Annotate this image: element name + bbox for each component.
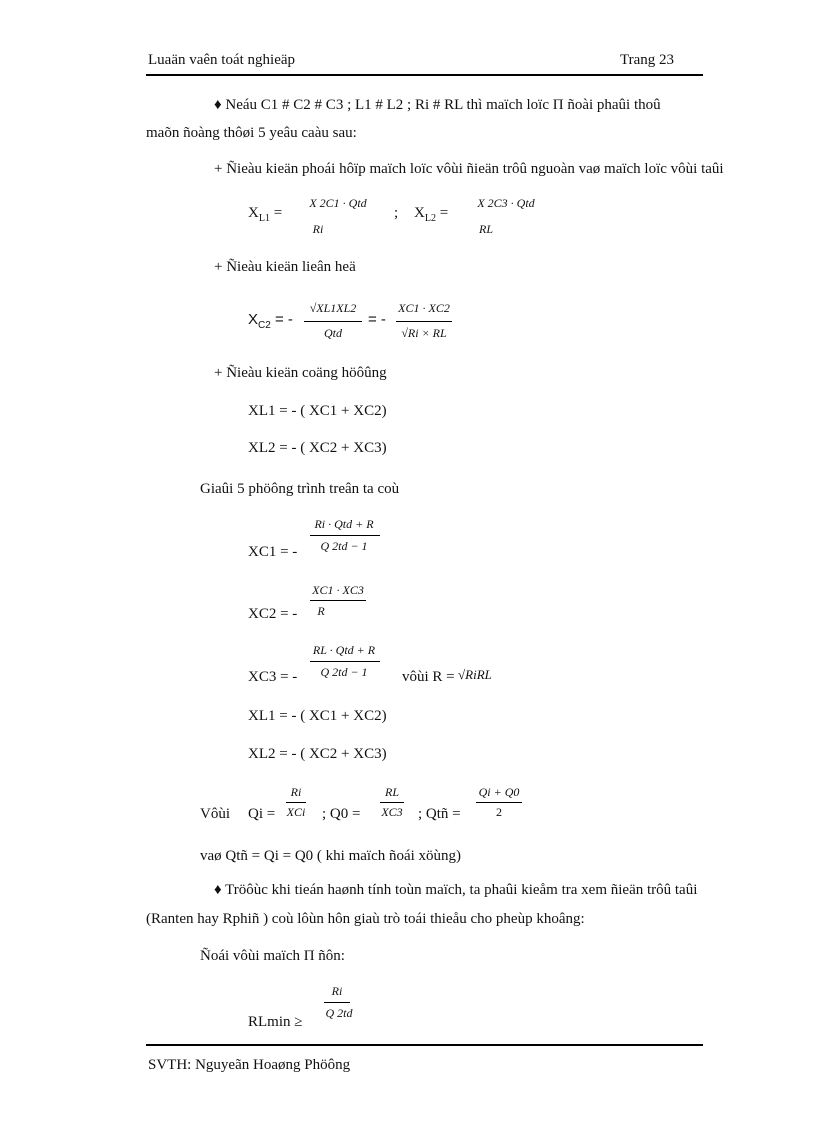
single-pi-label: Ñoái vôùi maïch Π ñôn: [200,948,345,964]
symmetric-note: vaø Qtñ = Qi = Q0 ( khi maïch ñoái xöùng) [200,848,462,864]
footer-author: SVTH: Nguyeãn Hoaøng Phöông [148,1057,351,1073]
with-r: vôùi R = [402,669,455,685]
qtd-denominator: 2 [496,805,502,819]
xc1-numerator: Ri · Qtd + R [314,517,374,531]
xc2-numerator-2: XC1 · XC2 [398,301,450,315]
condition-relation: + Ñieàu kieän lieân heä [214,259,356,275]
xc2-denominator-2: √Ri × RL [401,326,447,340]
formula-separator: ; [394,205,399,221]
xl2-numerator: X 2C3 · Qtd [477,196,535,210]
qi-lhs: Qi = [248,806,276,822]
xc2-lhs: $X_{C2}$ = - [248,311,293,331]
equation-xl1-repeat: XL1 = - ( XC1 + XC2) [248,708,387,724]
paragraph-condition-intro-2: maõn ñoàng thôøi 5 yeâu caàu sau: [146,125,357,141]
qtd-numerator: Qi + Q0 [478,785,520,799]
xl2-denominator: RL [478,222,493,236]
xc1-denominator: Q 2td − 1 [320,539,368,553]
header-left: Luaän vaên toát nghieäp [148,52,296,68]
xl1-lhs: $X_{L1}$ = [248,205,283,224]
paragraph-check-intro-2: (Ranten hay Rphiñ ) coù lôùn hôn giaù trò toái thieåu cho pheùp khoâng: [146,911,585,927]
qtd-fraction-line [476,802,522,803]
condition-matching: + Ñieàu kieän phoái hôïp maïch loïc vôùi ñieän trôû nguoàn vaø maïch loïc vôùi taûi [214,161,724,177]
qi-denominator: XCi [286,805,306,819]
qtd-lhs: ; Qtñ = [418,806,461,822]
xc2-solution-denominator: R [317,604,325,618]
paragraph-condition-intro: ♦ Neáu C1 # C2 # C3 ; L1 # L2 ; Ri # RL thì maïch loïc Π ñoài phaûi thoû [214,97,661,113]
rlmin-denominator: Q 2td [325,1006,353,1020]
xc2-solution-fraction-line [310,600,366,601]
xc3-lhs: XC3 = - [248,669,298,685]
paragraph-check-intro: ♦ Tröôùc khi tieán haønh tính toùn maïch, ta phaûi kieåm tra xem ñieän trôû taûi [214,882,698,898]
xc2-fraction-line-1 [304,321,362,322]
xl2-lhs: $X_{L2}$ = [414,205,449,224]
equation-xl2: XL2 = - ( XC2 + XC3) [248,440,387,456]
q0-numerator: RL [384,785,399,799]
xc1-lhs: XC1 = - [248,544,298,560]
xc2-numerator-1: √XL1XL2 [309,301,357,315]
xc2-solution-numerator: XC1 · XC3 [312,583,364,597]
q0-fraction-line [380,802,404,803]
condition-resonance: + Ñieàu kieän coäng höôûng [214,365,387,381]
equation-xl2-repeat: XL2 = - ( XC2 + XC3) [248,746,387,762]
qi-fraction-line [286,802,306,803]
xc2-mid-eq: = - [368,311,386,328]
xc2-fraction-line-2 [396,321,452,322]
xc2-denominator-1: Qtd [324,326,342,340]
footer-rule [146,1044,703,1046]
xc3-numerator: RL · Qtd + R [312,643,376,657]
equation-xl1: XL1 = - ( XC1 + XC2) [248,403,387,419]
xl1-numerator: X 2C1 · Qtd [309,196,367,210]
xc3-denominator: Q 2td − 1 [320,665,368,679]
rlmin-lhs: RLmin ≥ [248,1014,303,1030]
xc1-fraction-line [310,535,380,536]
rlmin-fraction-line [324,1002,350,1003]
q0-lhs: ; Q0 = [322,806,361,822]
q0-denominator: XC3 [381,805,403,819]
xc2-solution-lhs: XC2 = - [248,606,298,622]
xl1-denominator: Ri [312,222,324,236]
voi-label: Vôùi [200,806,230,822]
header-rule [146,74,703,76]
rlmin-numerator: Ri [331,984,343,998]
xc3-fraction-line [310,661,380,662]
page-number: Trang 23 [620,52,675,68]
r-root: √RiRL [458,667,492,682]
qi-numerator: Ri [290,785,302,799]
solve-intro: Giaûi 5 phöông trình treân ta coù [200,481,400,497]
